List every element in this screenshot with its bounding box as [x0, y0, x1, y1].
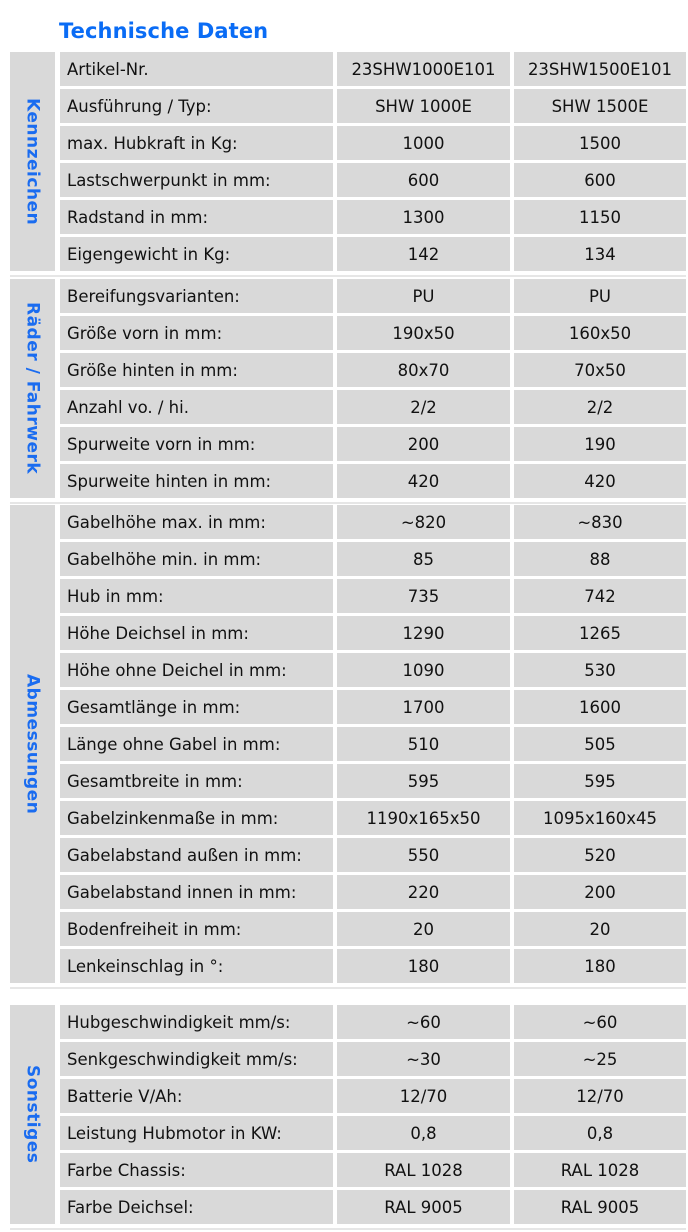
page-title: Technische Daten: [59, 19, 269, 43]
table-row: [60, 838, 686, 872]
section-divider: [10, 275, 686, 277]
row-label: Höhe Deichsel in mm:: [60, 616, 333, 650]
value-product-1: 2/2: [337, 390, 510, 424]
table-row: [60, 427, 686, 461]
value-product-1: 420: [337, 464, 510, 498]
row-label: Anzahl vo. / hi.: [60, 390, 333, 424]
value-product-2: 530: [514, 653, 686, 687]
row-label: Spurweite hinten in mm:: [60, 464, 333, 498]
value-product-1: 1190x165x50: [337, 801, 510, 835]
value-product-2: 1095x160x45: [514, 801, 686, 835]
value-product-1: 1700: [337, 690, 510, 724]
value-product-1: 23SHW1000E101: [337, 52, 510, 86]
value-product-1: 80x70: [337, 353, 510, 387]
value-product-1: 1290: [337, 616, 510, 650]
section-divider: [10, 987, 686, 989]
section-kennzeichen: [10, 52, 686, 271]
value-product-1: ~820: [337, 505, 510, 539]
row-label: Farbe Deichsel:: [60, 1190, 333, 1224]
table-row: [60, 200, 686, 234]
value-product-2: 420: [514, 464, 686, 498]
value-product-2: 23SHW1500E101: [514, 52, 686, 86]
row-label: Gabelhöhe min. in mm:: [60, 542, 333, 576]
value-product-1: SHW 1000E: [337, 89, 510, 123]
table-row: [60, 579, 686, 613]
value-product-1: 20: [337, 912, 510, 946]
table-row: [60, 764, 686, 798]
value-product-1: 142: [337, 237, 510, 271]
value-product-1: 12/70: [337, 1079, 510, 1113]
table-row: [60, 1079, 686, 1113]
value-product-2: 1150: [514, 200, 686, 234]
value-product-2: 1500: [514, 126, 686, 160]
value-product-2: 88: [514, 542, 686, 576]
section-title: Sonstiges: [22, 1065, 43, 1164]
value-product-1: 1090: [337, 653, 510, 687]
value-product-1: 0,8: [337, 1116, 510, 1150]
value-product-2: 160x50: [514, 316, 686, 350]
row-label: Eigengewicht in Kg:: [60, 237, 333, 271]
value-product-2: 20: [514, 912, 686, 946]
table-row: [60, 616, 686, 650]
row-label: Größe hinten in mm:: [60, 353, 333, 387]
row-label: Gabelabstand innen in mm:: [60, 875, 333, 909]
table-row: [60, 237, 686, 271]
section-räder-fahrwerk: [10, 279, 686, 498]
value-product-2: ~60: [514, 1005, 686, 1039]
table-row: [60, 279, 686, 313]
section-divider: [10, 502, 686, 504]
row-label: max. Hubkraft in Kg:: [60, 126, 333, 160]
row-label: Spurweite vorn in mm:: [60, 427, 333, 461]
table-row: [60, 727, 686, 761]
table-row: [60, 126, 686, 160]
table-row: [60, 542, 686, 576]
value-product-1: 595: [337, 764, 510, 798]
value-product-1: 200: [337, 427, 510, 461]
table-row: [60, 163, 686, 197]
value-product-2: 1600: [514, 690, 686, 724]
value-product-2: 600: [514, 163, 686, 197]
row-label: Größe vorn in mm:: [60, 316, 333, 350]
table-row: [60, 316, 686, 350]
table-row: [60, 875, 686, 909]
value-product-2: PU: [514, 279, 686, 313]
value-product-1: 1000: [337, 126, 510, 160]
section-side-label: [10, 52, 55, 271]
value-product-2: 180: [514, 949, 686, 983]
value-product-1: 735: [337, 579, 510, 613]
value-product-1: 180: [337, 949, 510, 983]
row-label: Gabelabstand außen in mm:: [60, 838, 333, 872]
row-label: Gabelhöhe max. in mm:: [60, 505, 333, 539]
value-product-1: 85: [337, 542, 510, 576]
row-label: Gabelzinkenmaße in mm:: [60, 801, 333, 835]
row-label: Batterie V/Ah:: [60, 1079, 333, 1113]
section-title: Abmessungen: [22, 673, 43, 815]
value-product-1: 600: [337, 163, 510, 197]
row-label: Lenkeinschlag in °:: [60, 949, 333, 983]
value-product-1: ~30: [337, 1042, 510, 1076]
row-label: Ausführung / Typ:: [60, 89, 333, 123]
row-label: Höhe ohne Deichel in mm:: [60, 653, 333, 687]
table-row: [60, 1153, 686, 1187]
value-product-2: RAL 1028: [514, 1153, 686, 1187]
row-label: Senkgeschwindigkeit mm/s:: [60, 1042, 333, 1076]
value-product-2: 595: [514, 764, 686, 798]
section-sonstiges: [10, 1005, 686, 1224]
row-label: Hub in mm:: [60, 579, 333, 613]
section-side-label: [10, 505, 55, 983]
value-product-2: 70x50: [514, 353, 686, 387]
section-abmessungen: [10, 505, 686, 983]
table-row: [60, 464, 686, 498]
table-row: [60, 89, 686, 123]
table-row: [60, 390, 686, 424]
table-row: [60, 505, 686, 539]
value-product-2: 2/2: [514, 390, 686, 424]
table-row: [60, 912, 686, 946]
table-row: [60, 801, 686, 835]
table-row: [60, 52, 686, 86]
value-product-1: RAL 9005: [337, 1190, 510, 1224]
value-product-1: RAL 1028: [337, 1153, 510, 1187]
table-row: [60, 690, 686, 724]
value-product-2: 505: [514, 727, 686, 761]
section-side-label: [10, 1005, 55, 1224]
row-label: Farbe Chassis:: [60, 1153, 333, 1187]
row-label: Gesamtlänge in mm:: [60, 690, 333, 724]
section-title: Kennzeichen: [22, 97, 43, 226]
value-product-1: ~60: [337, 1005, 510, 1039]
row-label: Länge ohne Gabel in mm:: [60, 727, 333, 761]
value-product-2: ~830: [514, 505, 686, 539]
value-product-2: 0,8: [514, 1116, 686, 1150]
table-row: [60, 1190, 686, 1224]
table-row: [60, 653, 686, 687]
table-row: [60, 353, 686, 387]
value-product-1: 510: [337, 727, 510, 761]
table-row: [60, 1042, 686, 1076]
table-row: [60, 1116, 686, 1150]
row-label: Artikel-Nr.: [60, 52, 333, 86]
row-label: Leistung Hubmotor in KW:: [60, 1116, 333, 1150]
value-product-2: 134: [514, 237, 686, 271]
value-product-2: SHW 1500E: [514, 89, 686, 123]
section-divider: [10, 1228, 686, 1230]
value-product-2: 1265: [514, 616, 686, 650]
table-row: [60, 1005, 686, 1039]
value-product-1: 220: [337, 875, 510, 909]
row-label: Radstand in mm:: [60, 200, 333, 234]
value-product-2: 520: [514, 838, 686, 872]
row-label: Lastschwerpunkt in mm:: [60, 163, 333, 197]
value-product-1: 190x50: [337, 316, 510, 350]
value-product-2: RAL 9005: [514, 1190, 686, 1224]
table-row: [60, 949, 686, 983]
section-title: Räder / Fahrwerk: [22, 302, 43, 475]
row-label: Gesamtbreite in mm:: [60, 764, 333, 798]
value-product-2: 742: [514, 579, 686, 613]
value-product-2: 200: [514, 875, 686, 909]
value-product-1: PU: [337, 279, 510, 313]
value-product-2: 190: [514, 427, 686, 461]
row-label: Hubgeschwindigkeit mm/s:: [60, 1005, 333, 1039]
row-label: Bereifungsvarianten:: [60, 279, 333, 313]
value-product-2: 12/70: [514, 1079, 686, 1113]
value-product-1: 550: [337, 838, 510, 872]
row-label: Bodenfreiheit in mm:: [60, 912, 333, 946]
value-product-2: ~25: [514, 1042, 686, 1076]
value-product-1: 1300: [337, 200, 510, 234]
section-side-label: [10, 279, 55, 498]
